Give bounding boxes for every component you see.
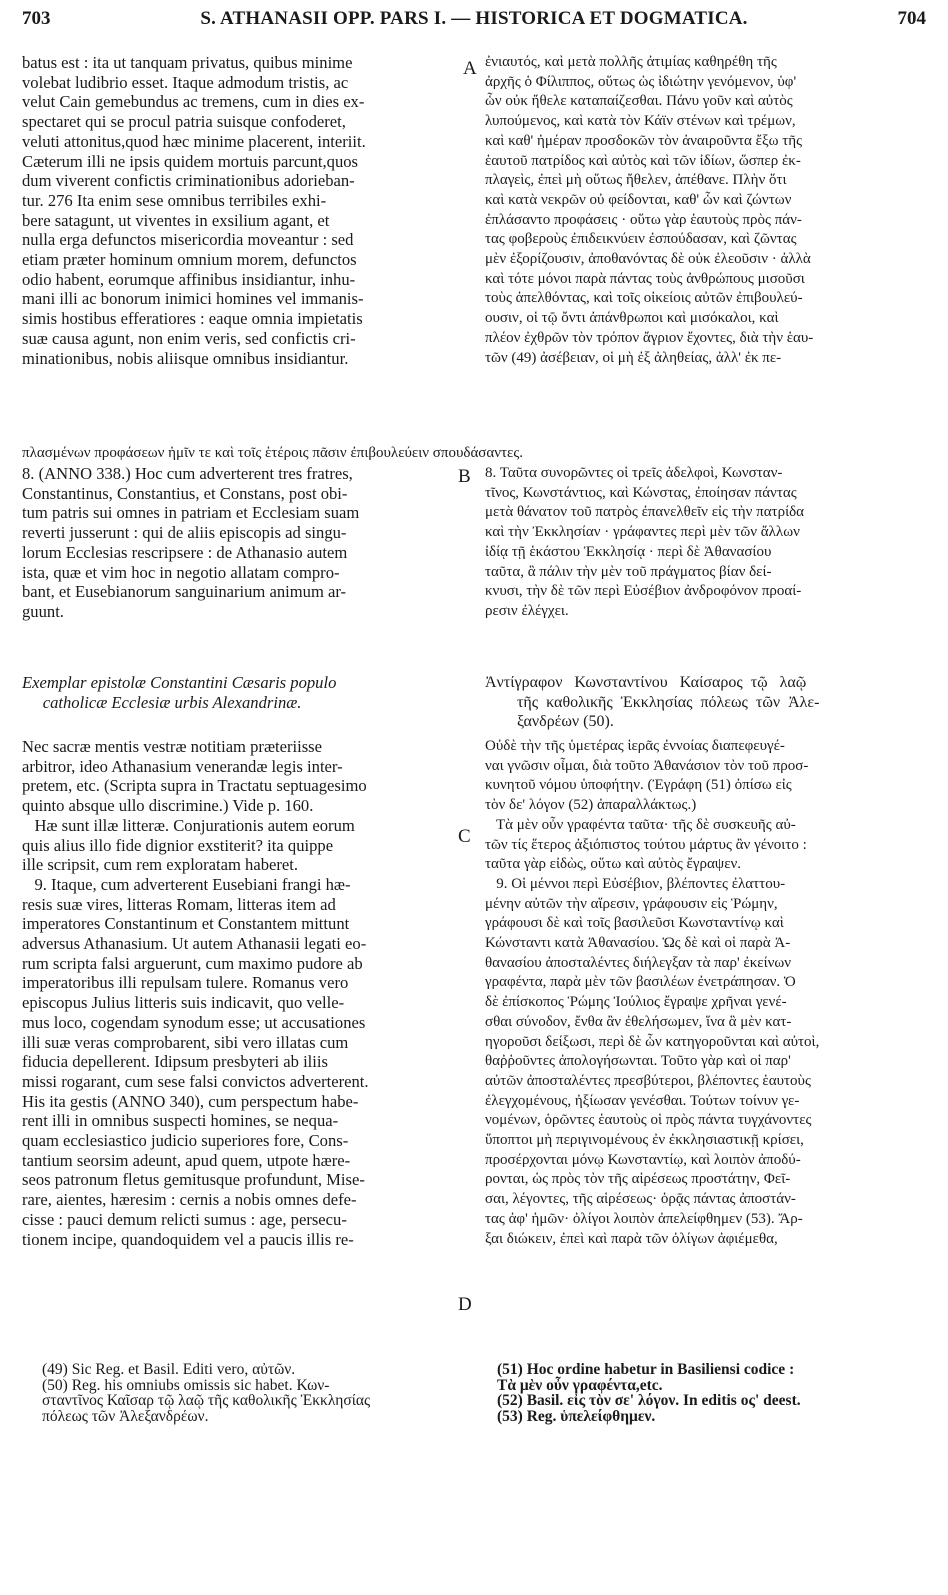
latin-letter-heading: Exemplar epistolæ Constantini Cæsaris populo catholicæ Ecclesiæ urbis Alexandrinæ. [22, 673, 337, 712]
left-page-number: 703 [22, 8, 51, 29]
greek-column-section-a: ἐνιαυτός, καὶ μετὰ πολλῆς ἀτιμίας καθηρέθη τῆς ἀρχῆς ὁ Φίλιππος, οὕτως ὡς ἰδιώτην γενόμενον, ὑφ' ὧν οὐκ ἤθελε καταπαίζεσθαι. Πάνυ γοῦν καὶ αὐτὸς λυπούμενος, καὶ κατὰ τὸν Κάϊν στένων καὶ τρέμων, καὶ καθ' ἡμέραν προσδοκῶν τὸν ἀναιροῦντα ἔξω τῆς ἑαυτοῦ πατρίδος καὶ αὐτὸς καὶ τῶν ἰδίων, ὥσπερ ἐκ- πλαγεὶς, ἐπεὶ μὴ οὕτως ἤθελεν, ἀπέθανε. Πλὴν ὅτι καὶ κατὰ νεκρῶν οὐ φείδονται, καθ' ὧν καὶ ζώντων ἐπλάσαντο προφάσεις · οὕτω γὰρ ἑαυτοὺς πρὸς πάν- τας φοβεροὺς ἐπιδεικνύειν ἐσπούδασαν, καὶ ζῶντας μὲν ἐξορίζουσιν, ἀποθανόντας δὲ οὐκ ἐλεοῦσιν · ἀλλὰ καὶ τότε μόνοι παρὰ πάντας τοὺς ἀνθρώπους μισοῦσι τοὺς ἀπελθόντας, καὶ τοῖς οἰκείοις αὐτῶν ἐπιβουλεύ- ουσιν, οἱ τῷ ὄντι ἀπάνθρωποι καὶ μισόκαλοι, καὶ πλέον ἐχθρῶν τὸν τρόπον ἄγριον ἔχοντες, διὰ τὴν ἑαυ- τῶν (49) ἀσέβειαν, οἱ μὴ ἐξ ἀληθείας, ἀλλ' ἐκ πε- [485, 54, 814, 366]
footnotes-right: (51) Hoc ordine habetur in Basiliensi codice : Τὰ μὲν οὖν γραφέντα,etc. (52) Basil. εἰς τὸν σε' λόγον. In editis ος' deest. (53) Reg. ὑπελείφθημεν. [497, 1361, 801, 1425]
latin-column-section-a: batus est : ita ut tanquam privatus, quibus minime volebat ludibrio esset. Itaque admodum tristis, ac velut Cain gemebundus ac tremens, cum in dies ex- spectaret qui se procul patria suisque confoderet, veluti attonitus,quod hæc minime placerent, interiit. Cæterum illi ne ipsis quidem mortuis parcunt,quos dum viverent confictis criminationibus adorieban- tur. 276 Ita enim sese omnibus terribiles exhi- bere satagunt, ut viventes in exsilium agant, et nulla erga defunctos misericordia moveantur : sed etiam præter hominum omnium morem, defunctos odio habent, eorumque affinibus insidiantur, inhu- mani illi ac bonorum inimici homines vel immanis- simis hostibus efferatiores : eaque omnia impietatis suæ causa agunt, non enim veris, sed confictis cri- minationibus, nobis aliisque omnibus insidiantur. [22, 53, 366, 368]
greek-letter-heading: Ἀντίγραφον Κωνσταντίνου Καίσαρος τῷ λαῷ τῆς καθολικῆς Ἐκκλησίας πόλεως τῶν Ἀλε- ξανδρέων (50). [485, 674, 820, 731]
margin-marker-b: B [458, 466, 471, 487]
margin-marker-c: C [458, 826, 471, 847]
right-page-number: 704 [897, 8, 926, 29]
running-title: S. ATHANASII OPP. PARS I. — HISTORICA ET DOGMATICA. [200, 8, 748, 29]
latin-column-section-c-d: Nec sacræ mentis vestræ notitiam præteriisse arbitror, ideo Athanasium venerandæ legis inter- pretem, etc. (Scripta supra in Tractatu septuagesimo quinto absque ullo discrimine.) Vide p. 160. Hæ sunt illæ litteræ. Conjurationis autem eorum quis alius illo fide dignior exstiterit? ita quippe ille scripsit, cum rem exploratam haberet. 9. Itaque, cum adverterent Eusebiani frangi hæ- resis suæ vires, litteras Romam, litteras item ad imperatores Constantinum et Constantem mittunt adversus Athanasium. Ut autem Athanasii legati eo- rum scripta falsi arguerunt, cum maximo pudore ab imperatoribus illi repulsam tulere. Romanus vero episcopus Julius litteris suis indicavit, quo velle- mus loco, cogendam synodum esse; ut accusationes illi suæ veras comprobarent, sibi vero illatas cum fiducia depellerent. Idipsum presbyteri ab iliis missi rogarant, cum sese falsi convictos adverterent. His ita gestis (ANNO 340), cum perspectum habe- rent illi in omnibus suspecti homines, se nequa- quam ecclesiastico judicio superiores fore, Cons- tantium seorsim adeunt, apud quem, utpote hære- seos patronum fletus gemitusque profundunt, Mise- rare, aientes, hæresim : cernis a nobis omnes defe- cisse : pauci demum relicti sumus : age, persecu- tionem incipe, quandoquidem vel a paucis illis re- [22, 737, 369, 1249]
latin-paragraph-8: 8. (ANNO 338.) Hoc cum adverterent tres fratres, Constantinus, Constantius, et Constans, post obi- tum patris sui omnes in patriam et Ecclesiam suam reverti jusserunt : qui de aliis episcopis ad singu- lorum Ecclesias rescripsere : de Athanasio autem ista, quæ et vim hoc in negotio allatam compro- bant, et Eusebianorum sanguinarium animum ar- guunt. [22, 464, 360, 621]
greek-column-section-c-d: Οὐδὲ τὴν τῆς ὑμετέρας ἱερᾶς ἐννοίας διαπεφευγέ- ναι γνῶσιν οἶμαι, διὰ τοῦτο Ἀθανάσιον τὸν τοῦ προσ- κυνητοῦ νόμου ὑποφήτην. (Ἐγράφη (51) ὀπίσω εἰς τὸν δε' λόγον (52) ἀπαραλλάκτως.) Τὰ μὲν οὖν γραφέντα ταῦτα· τῆς δὲ συσκευῆς αὐ- τῶν τίς ἕτερος ἀξιόπιστος τούτου μάρτυς ἂν γένοιτο : ταῦτα γὰρ εἰδὼς, οὕτω καὶ αὐτὸς ἔγραψεν. 9. Οἱ μέννοι περὶ Εὐσέβιον, βλέποντες ἐλαττου- μένην αὐτῶν τὴν αἵρεσιν, γράφουσιν εἰς Ῥώμην, γράφουσι δὲ καὶ τοῖς βασιλεῦσι Κωνσταντίνῳ καὶ Κώνσταντι κατὰ Ἀθανασίου. Ὡς δὲ καὶ οἱ παρὰ Ἀ- θανασίου ἀποσταλέντες διήλεγξαν τὰ παρ' ἐκείνων γραφέντα, παρὰ μὲν τῶν βασιλέων ἐνετράπησαν. Ὁ δὲ ἐπίσκοπος Ῥώμης Ἰούλιος ἔγραψε χρῆναι γενέ- σθαι σύνοδον, ἔνθα ἂν ἐθελήσωμεν, ἵνα ἃ μὲν κατ- ηγοροῦσι δείξωσι, περὶ δὲ ὧν κατηγοροῦνται καὶ αὐτοὶ, θαῤῥοῦντες ἀπολογήσωνται. Τοῦτο γὰρ καὶ οἱ παρ' αὐτῶν ἀποσταλέντες πρεσβύτεροι, βλέποντες ἑαυτοὺς ἐλεγχομένους, ἠξίωσαν γενέσθαι. Τούτων τοίνυν γε- νομένων, ὁρῶντες ἑαυτοὺς οἱ πρὸς πάντα τυγχάνοντες ὕποπτοι μὴ περιγινομένους ἐν ἐκκλησιαστικῇ κρίσει, προσέρχονται μόνῳ Κωνσταντίῳ, καὶ λοιπὸν ἀποδύ- ρονται, ὡς πρὸς τὸν τῆς αἱρέσεως προστάτην, Φεῖ- σαι, λέγοντες, τῆς αἱρέσεως· ὁρᾷς πάντας ἀποστάν- τας ἀφ' ἡμῶν· ὀλίγοι λοιπὸν ἀπελείφθημεν (53). Ἄρ- ξαι διώκειν, ἐπεὶ καὶ παρὰ τῶν ὀλίγων ἀφιέμεθα, [485, 738, 820, 1247]
footnotes-left: (49) Sic Reg. et Basil. Editi vero, αὐτῶν. (50) Reg. his omniubs omissis sic habet. Κων- σταντῖνος Καῖσαρ τῷ λαῷ τῆς καθολικῆς Ἐκκλησίας πόλεως τῶν Ἀλεξανδρέων. [42, 1361, 371, 1425]
running-header [22, 8, 926, 36]
greek-paragraph-8: 8. Ταῦτα συνορῶντες οἱ τρεῖς ἀδελφοὶ, Κωνσταν- τῖνος, Κωνστάντιος, καὶ Κώνστας, ἐποίησαν πάντας μετὰ θάνατον τοῦ πατρὸς ἐπανελθεῖν εἰς τὴν πατρίδα καὶ τὴν Ἐκκλησίαν · γράφαντες περὶ μὲν τῶν ἄλλων ἰδίᾳ τῇ ἑκάστου Ἐκκλησίᾳ · περὶ δὲ Ἀθανασίου ταῦτα, ἃ πάλιν τὴν μὲν τοῦ πράγματος βίαν δεί- κνυσι, τὴν δὲ τῶν περὶ Εὐσέβιον ἀνδροφόνον προαί- ρεσιν ἐλέγχει. [485, 465, 805, 619]
margin-marker-a: A [463, 58, 477, 79]
greek-full-width-line: πλασμένων προφάσεων ἡμῖν τε καὶ τοῖς ἑτέροις πᾶσιν ἐπιβουλεύειν σπουδάσαντες. [22, 445, 524, 461]
margin-marker-d: D [458, 1294, 472, 1315]
